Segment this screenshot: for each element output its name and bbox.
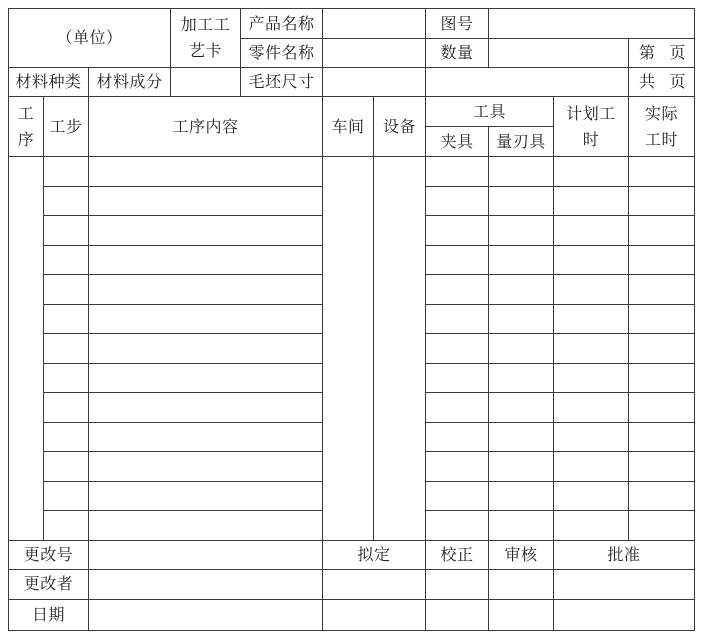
reviewed-date-field: [489, 599, 554, 630]
planned-hours-cell: [554, 216, 629, 246]
step-no-cell: [44, 452, 89, 482]
step-no-cell: [44, 511, 89, 541]
change-date-field: [89, 599, 323, 630]
step-no-cell: [44, 304, 89, 334]
planned-hours-cell: [554, 334, 629, 364]
drawing-no-label-cell: [426, 9, 489, 39]
header-row-product: [9, 9, 695, 39]
actual-hours-cell: [629, 393, 695, 423]
blank-size-label: 毛坯尺寸: [248, 72, 315, 91]
col-planned-hours-label: 计划工时: [566, 103, 616, 149]
col-fixture-label: 夹具: [440, 131, 474, 151]
planned-hours-cell: [554, 245, 629, 275]
col-fixture-header: [426, 127, 489, 157]
fixture-cell: [426, 393, 489, 423]
approved-label: 批准: [607, 544, 641, 564]
actual-hours-cell: [629, 452, 695, 482]
blank-size-field: [323, 68, 426, 97]
measuring-tool-cell: [489, 422, 554, 452]
blank-size-label-cell: [241, 68, 323, 97]
fixture-cell: [426, 216, 489, 246]
process-no-cell: [9, 157, 44, 541]
change-no-field: [89, 540, 323, 569]
col-measuring-tool-header: [489, 127, 554, 157]
drafted-label: 拟定: [357, 544, 391, 564]
fixture-cell: [426, 422, 489, 452]
page-total-prefix: 共: [639, 72, 656, 91]
card-header: [9, 9, 695, 157]
actual-hours-cell: [629, 157, 695, 187]
date-label: 日期: [31, 604, 65, 624]
process-content-cell: [89, 245, 323, 275]
process-content-cell: [89, 216, 323, 246]
measuring-tool-cell: [489, 334, 554, 364]
actual-hours-cell: [629, 334, 695, 364]
checked-date-field: [426, 599, 489, 630]
fixture-cell: [426, 452, 489, 482]
planned-hours-cell: [554, 157, 629, 187]
step-no-cell: [44, 363, 89, 393]
process-content-cell: [89, 393, 323, 423]
actual-hours-cell: [629, 363, 695, 393]
change-no-label: 更改号: [23, 544, 74, 564]
changed-by-label: 更改者: [23, 574, 74, 593]
actual-hours-cell: [629, 216, 695, 246]
measuring-tool-cell: [489, 452, 554, 482]
changed-by-field: [89, 569, 323, 599]
process-content-cell: [89, 186, 323, 216]
measuring-tool-cell: [489, 481, 554, 511]
drawing-no-field: [489, 9, 695, 39]
unit-cell: [9, 9, 171, 68]
card-title-cell: [171, 9, 241, 68]
step-no-cell: [44, 216, 89, 246]
col-step-header: [44, 97, 89, 157]
material-composition-label: 材料成分: [96, 72, 163, 91]
measuring-tool-cell: [489, 363, 554, 393]
footer-row-date: [9, 599, 695, 630]
page-total: [629, 72, 694, 92]
step-no-cell: [44, 186, 89, 216]
fixture-cell: [426, 275, 489, 305]
checked-label: 校正: [440, 544, 474, 564]
col-equipment-label: 设备: [383, 116, 417, 136]
col-workshop-header: [323, 97, 374, 157]
col-content-label: 工序内容: [172, 116, 239, 136]
step-no-cell: [44, 334, 89, 364]
measuring-tool-cell: [489, 275, 554, 305]
unit-label: （单位）: [56, 28, 123, 47]
fixture-cell: [426, 363, 489, 393]
fixture-cell: [426, 334, 489, 364]
drafted-signature-field: [323, 569, 426, 599]
fixture-cell: [426, 245, 489, 275]
date-label-cell: [9, 599, 89, 630]
planned-hours-cell: [554, 452, 629, 482]
material-type-label: 材料种类: [15, 72, 82, 91]
drafted-date-field: [323, 599, 426, 630]
material-composition-label-cell: [89, 68, 171, 97]
approved-label-cell: [554, 540, 695, 569]
col-process-header: [9, 97, 44, 157]
process-row: [9, 157, 695, 187]
col-equipment-header: [374, 97, 426, 157]
step-no-cell: [44, 393, 89, 423]
measuring-tool-cell: [489, 393, 554, 423]
measuring-tool-cell: [489, 216, 554, 246]
planned-hours-cell: [554, 393, 629, 423]
footer-row-changed-by: [9, 569, 695, 599]
changed-by-label-cell: [9, 569, 89, 599]
quantity-label-cell: [426, 39, 489, 68]
col-content-header: [89, 97, 323, 157]
step-no-cell: [44, 245, 89, 275]
page-total-suffix: 页: [669, 72, 687, 91]
col-measuring-tool-label: 量刃具: [496, 131, 546, 151]
product-name-field: [323, 9, 426, 39]
workshop-cell: [323, 157, 374, 541]
process-card-form: [8, 8, 695, 631]
page-no-cell: [629, 39, 695, 68]
actual-hours-cell: [629, 422, 695, 452]
process-content-cell: [89, 422, 323, 452]
blank-size-extra-field: [426, 68, 629, 97]
product-name-label-cell: [241, 9, 323, 39]
material-composition-field: [171, 68, 241, 97]
actual-hours-cell: [629, 275, 695, 305]
card-footer: [9, 540, 695, 630]
process-content-cell: [89, 511, 323, 541]
fixture-cell: [426, 186, 489, 216]
actual-hours-cell: [629, 186, 695, 216]
fixture-cell: [426, 511, 489, 541]
part-name-label-cell: [241, 39, 323, 68]
process-content-cell: [89, 275, 323, 305]
step-no-cell: [44, 157, 89, 187]
material-type-label-cell: [9, 68, 89, 97]
measuring-tool-cell: [489, 245, 554, 275]
checked-label-cell: [426, 540, 489, 569]
drafted-label-cell: [323, 540, 426, 569]
planned-hours-cell: [554, 186, 629, 216]
process-rows: [9, 157, 695, 541]
page-no-prefix: 第: [639, 43, 656, 62]
planned-hours-cell: [554, 363, 629, 393]
actual-hours-cell: [629, 245, 695, 275]
process-content-cell: [89, 363, 323, 393]
reviewed-label: 审核: [504, 544, 538, 564]
col-tooling-header: [426, 97, 554, 127]
step-no-cell: [44, 481, 89, 511]
col-actual-hours-header: [629, 97, 695, 157]
change-no-label-cell: [9, 540, 89, 569]
col-planned-hours-header: [554, 97, 629, 157]
drawing-no-label: 图号: [440, 13, 474, 33]
card-title: 加工工艺卡: [180, 15, 231, 60]
process-content-cell: [89, 334, 323, 364]
process-content-cell: [89, 304, 323, 334]
step-no-cell: [44, 275, 89, 305]
actual-hours-cell: [629, 481, 695, 511]
quantity-label: 数量: [440, 43, 474, 62]
part-name-label: 零件名称: [248, 43, 315, 62]
page-total-cell: [629, 68, 695, 97]
column-header-row: [9, 97, 695, 127]
measuring-tool-cell: [489, 186, 554, 216]
reviewed-label-cell: [489, 540, 554, 569]
page-no: [629, 43, 694, 63]
measuring-tool-cell: [489, 304, 554, 334]
header-row-material: [9, 68, 695, 97]
col-process-label: 工序: [17, 103, 35, 149]
col-step-label: 工步: [49, 116, 83, 136]
fixture-cell: [426, 157, 489, 187]
col-workshop-label: 车间: [331, 116, 365, 136]
process-content-cell: [89, 452, 323, 482]
planned-hours-cell: [554, 275, 629, 305]
actual-hours-cell: [629, 304, 695, 334]
planned-hours-cell: [554, 481, 629, 511]
approved-signature-field: [554, 569, 695, 599]
actual-hours-cell: [629, 511, 695, 541]
process-content-cell: [89, 157, 323, 187]
checked-signature-field: [426, 569, 489, 599]
measuring-tool-cell: [489, 511, 554, 541]
planned-hours-cell: [554, 304, 629, 334]
planned-hours-cell: [554, 422, 629, 452]
fixture-cell: [426, 304, 489, 334]
equipment-cell: [374, 157, 426, 541]
reviewed-signature-field: [489, 569, 554, 599]
process-card-table: [8, 8, 695, 631]
fixture-cell: [426, 481, 489, 511]
quantity-field: [489, 39, 629, 68]
product-name-label: 产品名称: [248, 13, 315, 33]
page-no-suffix: 页: [669, 43, 687, 62]
col-tooling-label: 工具: [473, 101, 507, 121]
col-actual-hours-label: 实际工时: [645, 103, 679, 149]
part-name-field: [323, 39, 426, 68]
footer-row-change-no: [9, 540, 695, 569]
planned-hours-cell: [554, 511, 629, 541]
process-content-cell: [89, 481, 323, 511]
step-no-cell: [44, 422, 89, 452]
approved-date-field: [554, 599, 695, 630]
measuring-tool-cell: [489, 157, 554, 187]
